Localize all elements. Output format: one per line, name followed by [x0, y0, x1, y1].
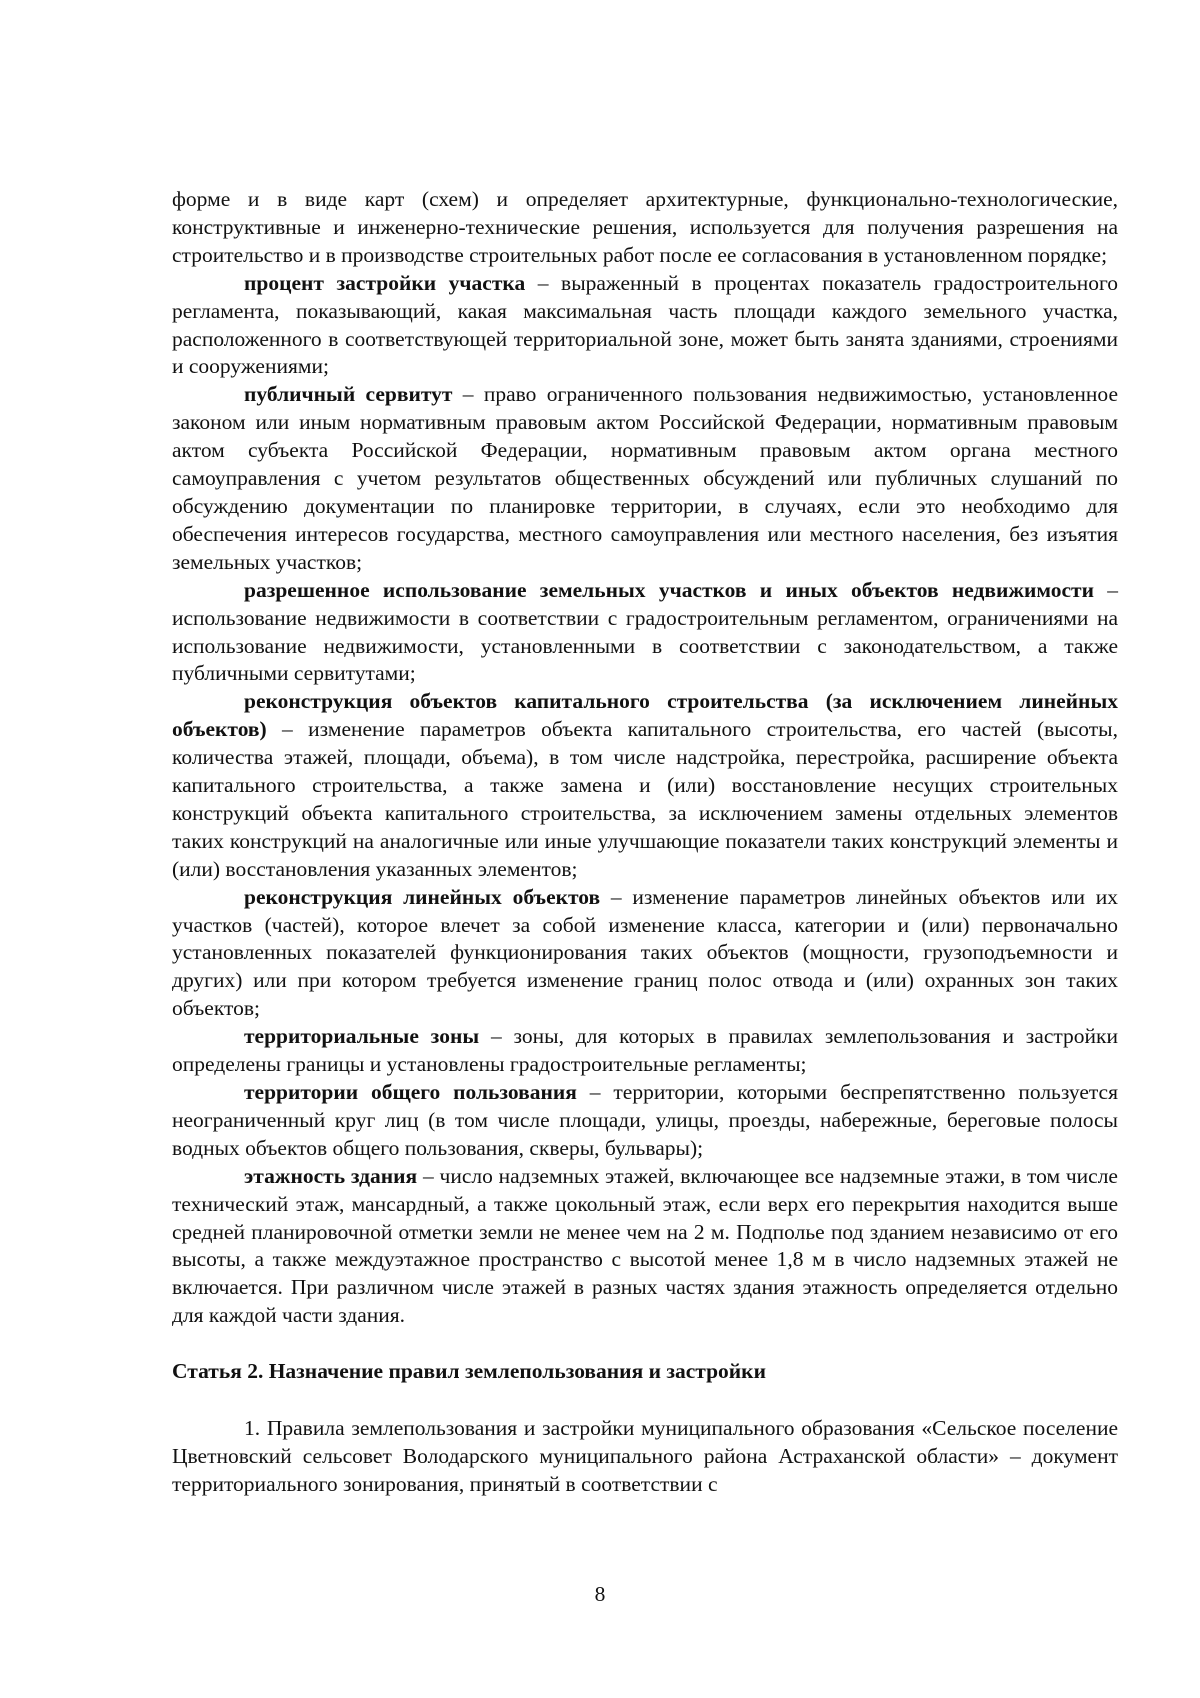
- definition-text: – число надземных этажей, включающее все надземные этажи, в том числе технический этаж, мансардный, а также цокольный этаж, если верх его перекрытия находится выше средней планировочной отметки земли не менее чем на 2 м. Подполье под зданием независимо от его высоты, а также междуэтажное пространство с высотой менее 1,8 м в число надземных этажей не включается. При различном числе этажей в разных частях здания этажность определяется отдельно для каждой части здания.: [172, 1163, 1118, 1328]
- definition-text: – изменение параметров линейных объектов или их участков (частей), которое влечет за собой изменение класса, категории и (или) первоначально установленных показателей функционирования таких объектов (мощности, грузоподъемности и других) или при котором требуется изменение границ полос отвода и (или) охранных зон таких объектов;: [172, 884, 1118, 1021]
- definition-text: – изменение параметров объекта капитального строительства, его частей (высоты, количества этажей, площади, объема), в том числе надстройка, перестройка, расширение объекта капитального строительства, а также замена и (или) восстановление несущих строительных конструкций объекта капитального строительства, за исключением замены отдельных элементов таких конструкций на аналогичные или иные улучшающие показатели таких конструкций элементы и (или) восстановления указанных элементов;: [172, 717, 1118, 881]
- definition-paragraph: [172, 1023, 1118, 1079]
- document-body: [172, 186, 1118, 1499]
- definition-paragraph: [172, 1079, 1118, 1163]
- definition-term: публичный сервитут: [244, 382, 453, 407]
- article-heading: Статья 2. Назначение правил землепользования и застройки: [172, 1359, 766, 1384]
- article-paragraph: 1. Правила землепользования и застройки муниципального образования «Сельское поселение Цветновский сельсовет Володарского муниципального района Астраханской области» – документ территориального зонирования, принятый в соответствии с: [172, 1416, 1118, 1496]
- definition-text: – право ограниченного пользования недвижимостью, установленное законом или иным нормативным правовым актом Российской Федерации, нормативным правовым актом субъекта Российской Федерации, нормативным правовым актом органа местного самоуправления с учетом результатов общественных обсуждений или публичных слушаний по обсуждению документации по планировке территории, в случаях, если это необходимо для обеспечения интересов государства, местного самоуправления или местного населения, без изъятия земельных участков;: [172, 382, 1118, 574]
- definition-paragraph: [172, 381, 1118, 576]
- definition-text: – выраженный в процентах показатель градостроительного регламента, показывающий, какая максимальная часть площади каждого земельного участка, расположенного в соответствующей территориальной зоне, может быть занята зданиями, строениями и сооружениями;: [172, 270, 1118, 379]
- definition-term: реконструкция объектов капитального строительства (за исключением линейных объектов): [172, 689, 1118, 742]
- continuation-paragraph: форме и в виде карт (схем) и определяет архитектурные, функционально-технологические, конструктивные и инженерно-технические решения, используется для получения разрешения на строительство и в производстве строительных работ после ее согласования в установленном порядке;: [172, 187, 1118, 267]
- definition-term: этажность здания: [244, 1163, 418, 1188]
- definition-paragraph: [172, 688, 1118, 883]
- definition-term: разрешенное использование земельных участков и иных объектов недвижимости: [244, 577, 1094, 602]
- definition-paragraph: [172, 884, 1118, 1024]
- definition-term: реконструкция линейных объектов: [244, 884, 601, 909]
- definition-text: – территории, которыми беспрепятственно пользуется неограниченный круг лиц (в том числе площади, улицы, проезды, набережные, береговые полосы водных объектов общего пользования, скверы, бульвары);: [172, 1080, 1118, 1160]
- definition-paragraph: [172, 577, 1118, 689]
- definition-paragraph: [172, 270, 1118, 382]
- definition-term: процент застройки участка: [244, 270, 526, 295]
- definition-text: – зоны, для которых в правилах землепользования и застройки определены границы и установлены градостроительные регламенты;: [172, 1024, 1118, 1077]
- definition-text: – использование недвижимости в соответствии с градостроительным регламентом, ограничениями на использование недвижимости, установленными в соответствии с законодательством, а также публичными сервитутами;: [172, 577, 1119, 686]
- definition-paragraph: [172, 1163, 1118, 1330]
- definition-term: территории общего пользования: [244, 1080, 577, 1104]
- page-number: 8: [594, 1582, 606, 1606]
- definition-term: территориальные зоны: [244, 1024, 480, 1049]
